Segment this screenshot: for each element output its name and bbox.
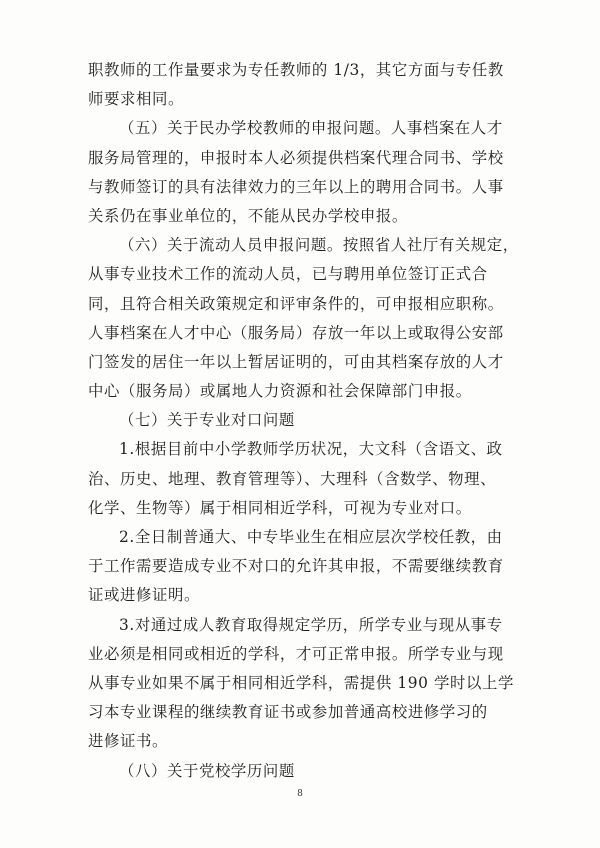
section-6-heading-line: （六）关于流动人员申报问题。按照省人社厅有关规定， — [119, 236, 519, 255]
text-line: 关系仍在事业单位的，不能从民办学校申报。 — [88, 206, 408, 225]
text-line: 从事专业如果不属于相同相近学科，需提供 190 学时以上学 — [88, 673, 514, 692]
item-1-line: 1.根据目前中小学教师学历状况，大文科（含语文、政 — [119, 440, 503, 459]
text-line: 证或进修证明。 — [88, 586, 200, 605]
text-line: 于工作需要造成专业不对口的允许其申报，不需要继续教育 — [88, 557, 504, 576]
text-line: 进修证书。 — [88, 732, 168, 751]
text-line: 门签发的居住一年以上暂居证明的，可由其档案存放的人才 — [88, 352, 504, 371]
text-line: 中心（服务局）或属地人力资源和社会保障部门申报。 — [88, 382, 472, 401]
document-body — [88, 56, 518, 786]
text-line: 职教师的工作量要求为专任教师的 1/3，其它方面与专任教 — [88, 61, 504, 79]
page-number: 8 — [297, 789, 303, 799]
text-line: 治、历史、地理、教育管理等）、大理科（含数学、物理、 — [88, 469, 497, 488]
text-line: 化学、生物等）属于相同相近学科，可视为专业对口。 — [88, 498, 472, 517]
text-line: 师要求相同。 — [88, 90, 184, 109]
item-3-line: 3.对通过成人教育取得规定学历，所学专业与现从事专 — [119, 615, 503, 634]
text-line: 人事档案在人才中心（服务局）存放一年以上或取得公安部 — [88, 323, 504, 342]
section-7-heading: （七）关于专业对口问题 — [119, 411, 295, 430]
text-line: 习本专业课程的继续教育证书或参加普通高校进修学习的 — [88, 703, 488, 722]
text-line: 从事专业技术工作的流动人员，已与聘用单位签订正式合 — [88, 265, 488, 284]
text-line: 与教师签订的具有法律效力的三年以上的聘用合同书。人事 — [88, 177, 504, 196]
text-line: 业必须是相同或相近的学科，才可正常申报。所学专业与现 — [88, 644, 504, 663]
text-line: 服务局管理的，申报时本人必须提供档案代理合同书、学校 — [88, 148, 504, 167]
text-line: 同，且符合相关政策规定和评审条件的，可申报相应职称。 — [88, 294, 504, 313]
section-8-heading: （八）关于党校学历问题 — [119, 761, 295, 780]
item-2-line: 2.全日制普通大、中专毕业生在相应层次学校任教，由 — [119, 528, 503, 546]
section-5-heading-line: （五）关于民办学校教师的申报问题。人事档案在人才 — [119, 119, 503, 138]
